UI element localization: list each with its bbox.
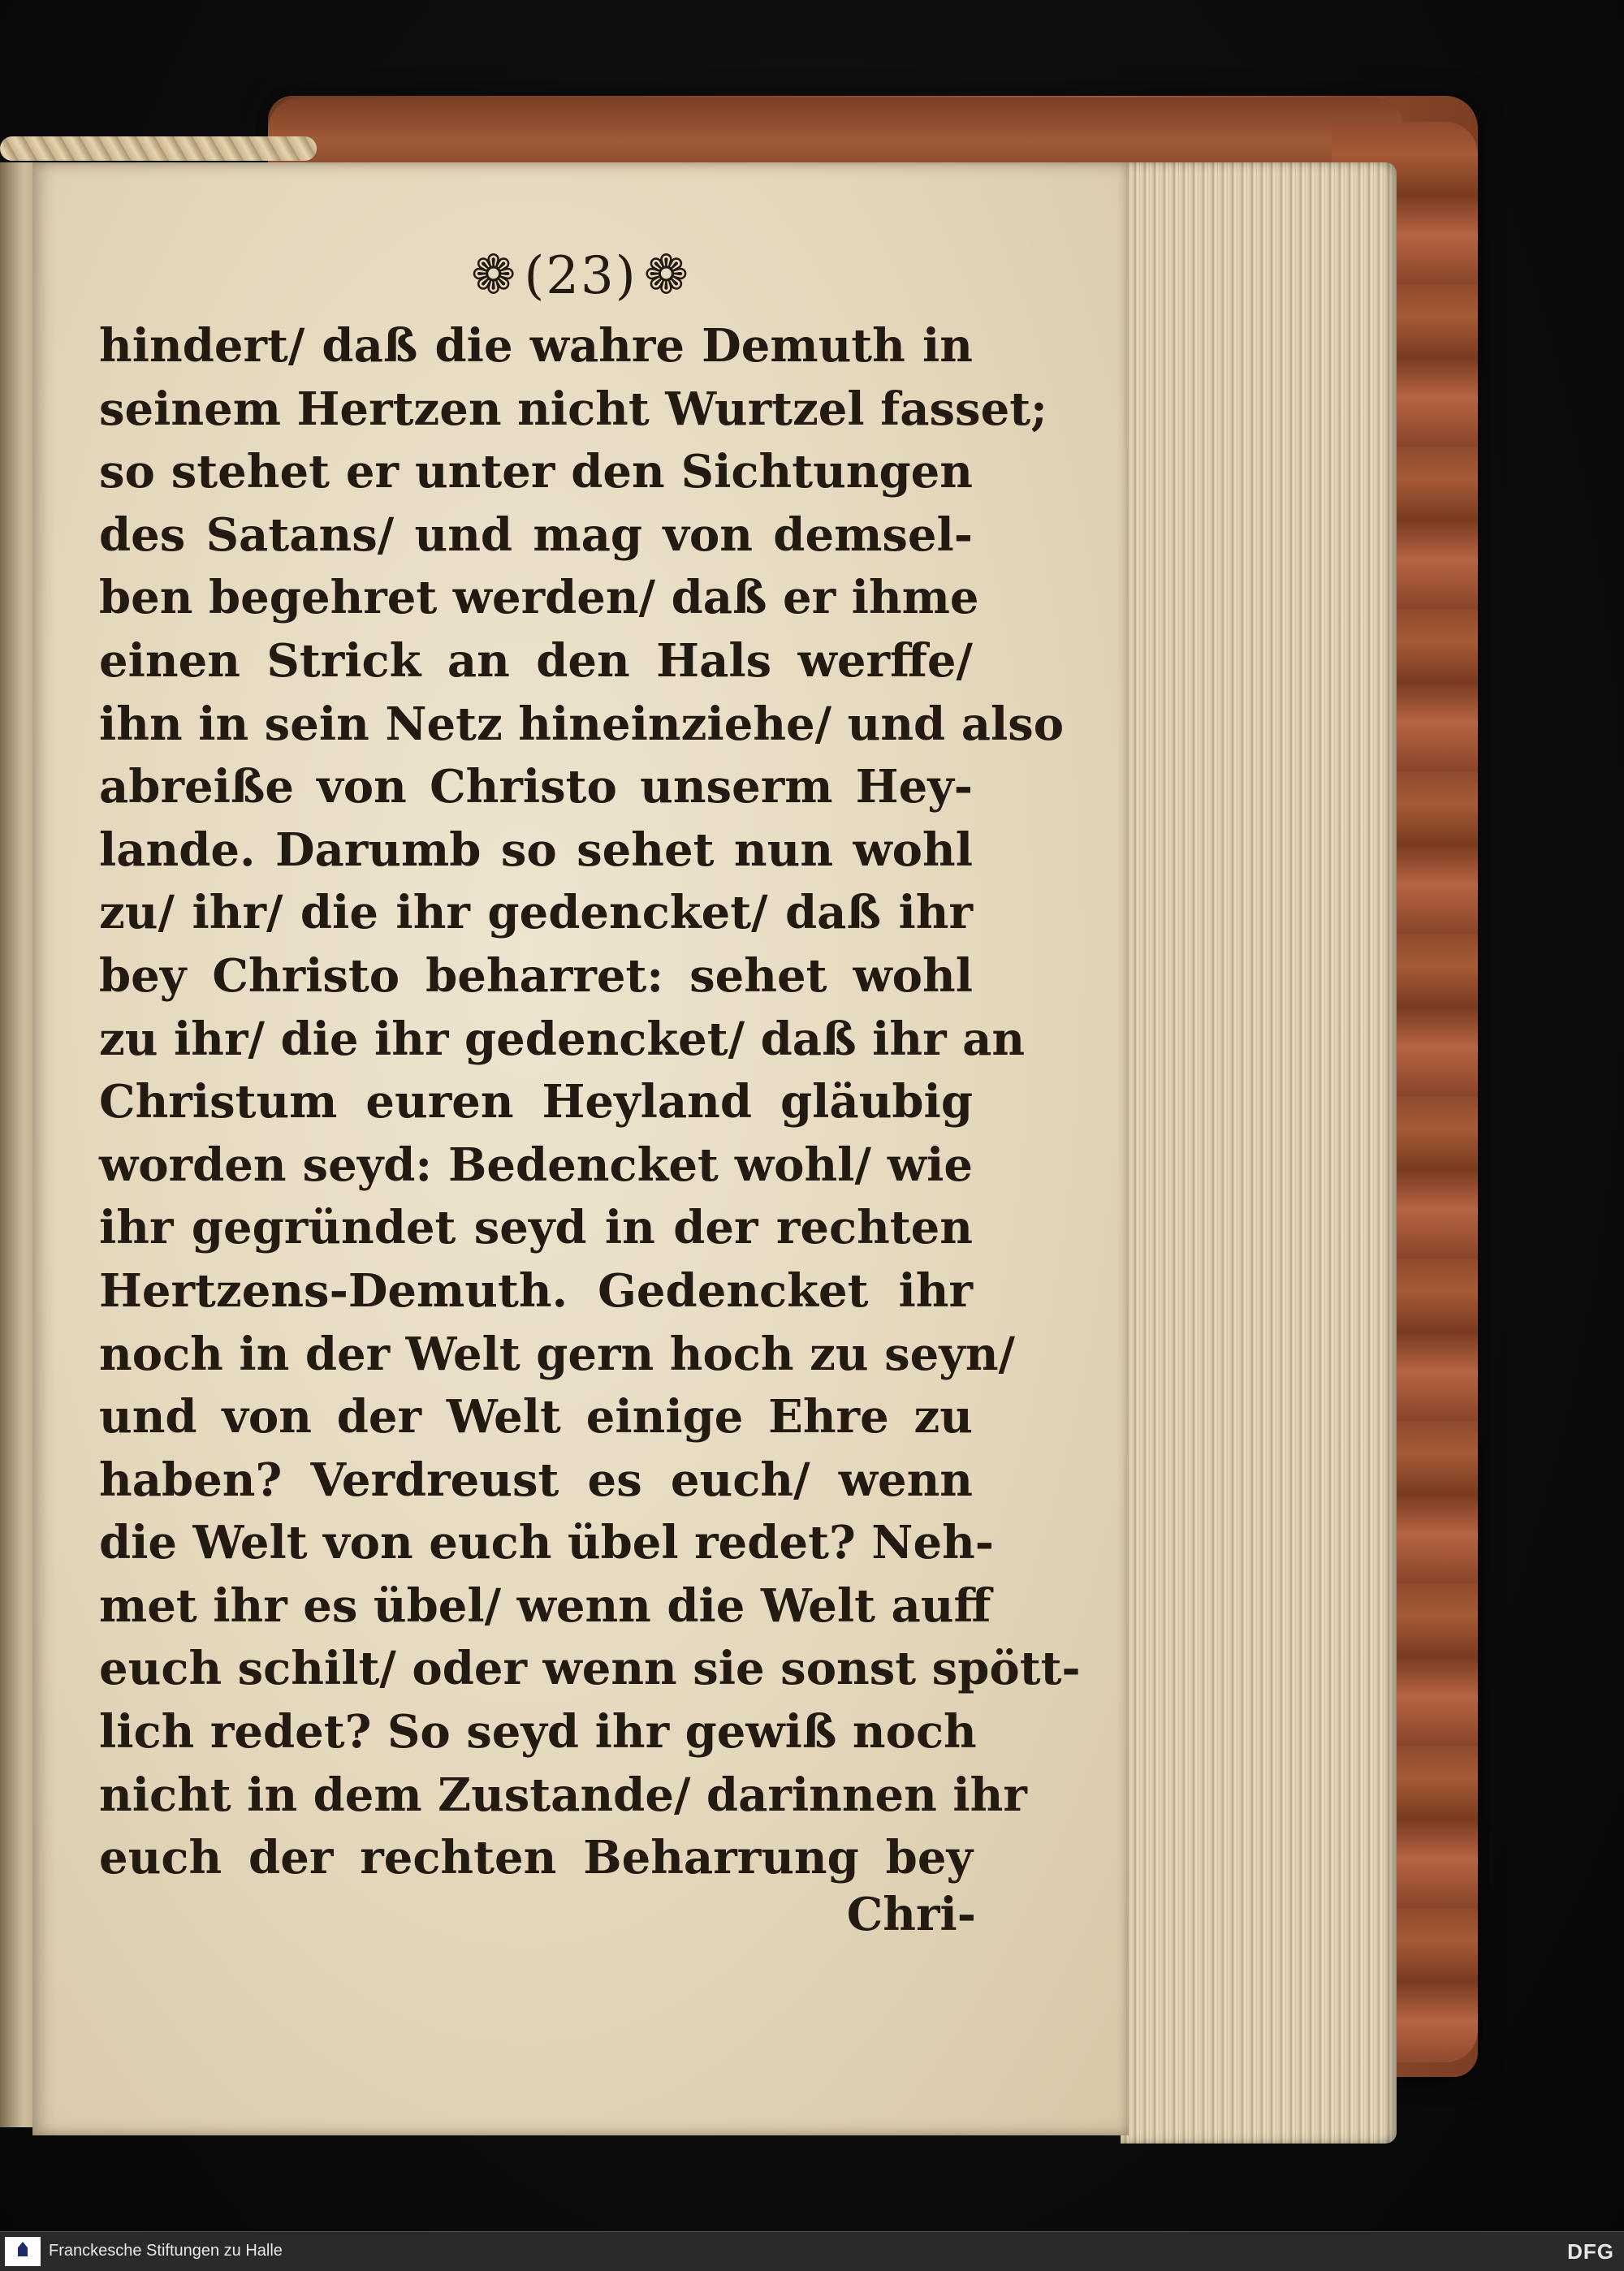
bookmark-cord xyxy=(0,136,317,161)
body-text xyxy=(99,315,1081,1890)
text-line: und von der Welt einige Ehre zu xyxy=(99,1390,973,1444)
institution-link[interactable]: Franckesche Stiftungen zu Halle xyxy=(49,2242,283,2260)
text-line: seinem Hertzen nicht Wurtzel fasset; xyxy=(99,382,1047,436)
text-line: haben? Verdreust es euch/ wenn xyxy=(99,1453,973,1507)
text-line: nicht in dem Zustande/ darinnen ihr xyxy=(99,1768,1027,1822)
dfg-logo[interactable]: DFG xyxy=(1567,2239,1614,2264)
text-line: lande. Darumb so sehet nun wohl xyxy=(99,822,973,877)
page-header xyxy=(32,244,1129,306)
text-line: bey Christo beharret: sehet wohl xyxy=(99,948,973,1003)
francke-logo-icon[interactable] xyxy=(5,2237,41,2266)
text-line: euch schilt/ oder wenn sie sonst spött- xyxy=(99,1642,1081,1696)
text-line: hindert/ daß die wahre Demuth in xyxy=(99,319,973,373)
book-cover-top xyxy=(268,97,1405,171)
text-line: worden seyd: Bedencket wohl/ wie xyxy=(99,1138,973,1192)
text-line: zu ihr/ die ihr gedencket/ daß ihr an xyxy=(99,1012,1026,1066)
text-line: abreiße von Christo unserm Hey- xyxy=(99,760,973,814)
text-line: zu/ ihr/ die ihr gedencket/ daß ihr xyxy=(99,886,973,940)
text-line: met ihr es übel/ wenn die Welt auff xyxy=(99,1578,991,1633)
viewer-footer xyxy=(0,2231,1624,2271)
catchword: Chri- xyxy=(846,1888,976,1941)
book-page xyxy=(32,162,1129,2135)
text-line: Hertzens-Demuth. Gedencket ihr xyxy=(99,1263,973,1318)
ornament-left-icon: ❁ xyxy=(471,244,518,306)
text-line: euch der rechten Beharrung bey xyxy=(99,1831,973,1885)
page-edges xyxy=(1121,162,1397,2144)
text-line: ihn in sein Netz hineinziehe/ und also xyxy=(99,697,1065,751)
text-line: lich redet? So seyd ihr gewiß noch xyxy=(99,1705,977,1759)
text-line: Christum euren Heyland gläubig xyxy=(99,1075,973,1129)
text-line: des Satans/ und mag von demsel- xyxy=(99,507,973,562)
text-line: einen Strick an den Hals werffe/ xyxy=(99,633,973,688)
page-number: (23) xyxy=(524,246,637,306)
text-line: noch in der Welt gern hoch zu seyn/ xyxy=(99,1327,1015,1381)
text-line: ben begehret werden/ daß er ihme xyxy=(99,571,979,625)
text-line: die Welt von euch übel redet? Neh- xyxy=(99,1516,995,1570)
text-line: so stehet er unter den Sichtungen xyxy=(99,445,973,499)
ornament-right-icon: ❁ xyxy=(643,244,690,306)
text-line: ihr gegründet seyd in der rechten xyxy=(99,1201,973,1255)
